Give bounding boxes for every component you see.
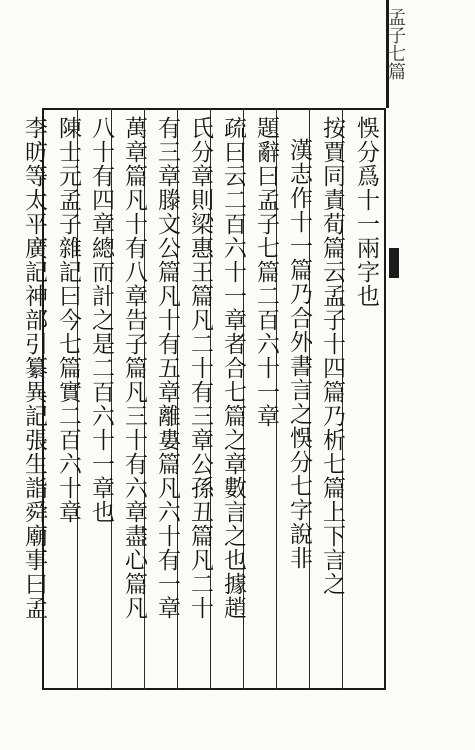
text-column-8: 萬章篇凡十有八章告子篇凡三十有六章盡心篇凡 <box>121 116 147 620</box>
text-column-3: 漢志作十一篇乃合外書言之悞分七字說非 <box>286 138 312 570</box>
text-column-4: 題辭曰孟子七篇二百六十一章 <box>253 116 279 428</box>
page-header: 孟子七篇 <box>385 8 406 80</box>
text-column-2: 按賈同責荀篇云孟子十四篇乃析七篇上下言之 <box>319 116 345 596</box>
fish-tail-mark <box>389 248 399 278</box>
text-column-9: 八十有四章總而計之是二百六十一章也 <box>88 116 114 524</box>
text-column-10: 陳士元孟子雜記曰今七篇實二百六十章 <box>55 116 81 524</box>
text-column-6: 氏分章則梁惠王篇凡二十有三章公孫丑篇凡二十 <box>187 116 213 620</box>
text-column-1: 悞分爲十一兩字也 <box>353 116 379 308</box>
text-column-7: 有三章滕文公篇凡十有五章離婁篇凡六十有一章 <box>154 116 180 620</box>
text-column-11: 李昉等太平廣記神部引纂異記張生詣舜廟事曰孟 <box>21 116 47 620</box>
text-column-5: 疏曰云二百六十一章者合七篇之章數言之也據趙 <box>220 116 246 620</box>
